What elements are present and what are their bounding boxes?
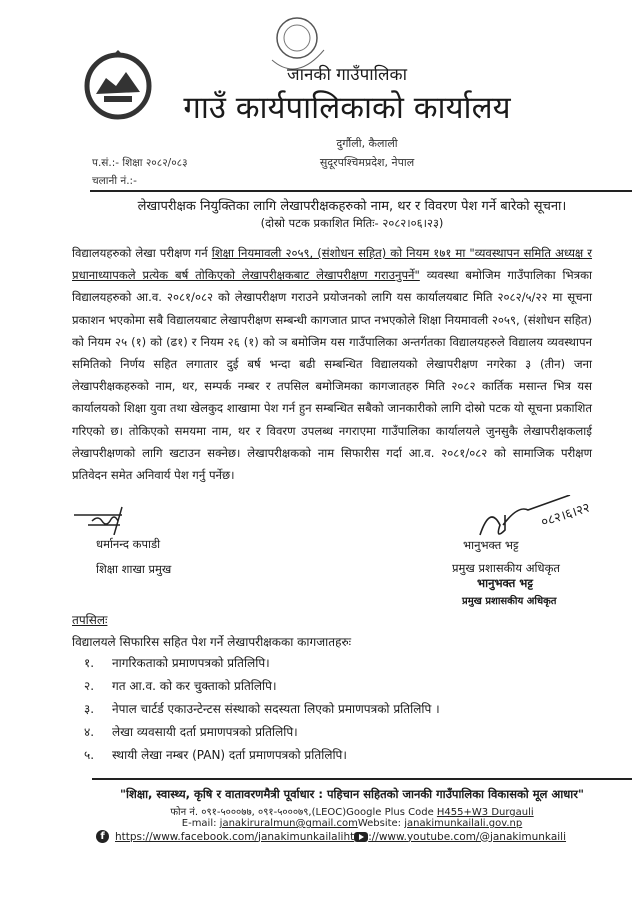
left-signature-icon: [72, 505, 142, 535]
email-link[interactable]: janakiruralmun@gmail.com: [219, 818, 358, 829]
header-divider: [90, 190, 632, 192]
facebook-link[interactable]: https://www.facebook.com/janakimunkailaliht: [115, 830, 355, 843]
right-signatory-title: प्रमुख प्रशासकीय अधिकृत: [452, 561, 560, 575]
youtube-link[interactable]: ://www.youtube.com/@janakimunkaili: [368, 830, 567, 843]
facebook-icon: f: [96, 830, 109, 843]
item-number: ५.: [84, 748, 95, 762]
document-list: [84, 652, 440, 767]
notice-title: लेखापरीक्षक नियुक्तिका लागि लेखापरीक्षकहरुको नाम, थर र विवरण पेश गर्ने बारेको सूचना।: [137, 199, 567, 214]
stamp-title: प्रमुख प्रशासकीय अधिकृत: [462, 596, 557, 607]
footer-motto: "शिक्षा, स्वास्थ्य, कृषि र वातावरणमैत्री पूर्वाधार : पहिचान सहितको जानकी गाउँपालिका विकासको मूल आधार": [120, 787, 584, 801]
office-name: गाउँ कार्यपालिकाको कार्यालय: [183, 90, 511, 126]
reference-number: प.सं.:- शिक्षा २०८२/०८३: [92, 157, 188, 169]
sign-date: ०८२।६।२२: [539, 500, 592, 531]
item-number: १.: [84, 656, 95, 670]
footer-phone: [0, 804, 644, 818]
item-number: ४.: [84, 725, 95, 739]
item-text: नेपाल चार्टर्ड एकाउन्टेन्टस संस्थाको सदस्यता लिएको प्रमाणपत्रको प्रतिलिपि ।: [112, 702, 440, 716]
list-item: [84, 675, 440, 698]
left-signatory-name: धर्मानन्द कपाडी: [96, 537, 161, 551]
stamp-name: भानुभक्त भट्ट: [477, 576, 533, 590]
item-number: ३.: [84, 702, 95, 716]
item-number: २.: [84, 679, 95, 693]
body-text: व्यवस्था बमोजिम गाउँपालिका भित्रका विद्यालयहरुको आ.व. २०८१/०८२ को लेखापरीक्षण गराउने प्रयोजनको लागि यस कार्यालयबाट मिति २०८२/५/२२ मा सूचना प्रकाशन भएकोमा सबै विद्यालयबाट लेखापरीक्षण सम्बन्धी कागजात प्राप्त नभएकोले शिक्षा नियमावली २०५९, (संशोधन सहित) को नियम २५ (१) को (ढ१) र नियम २६ (१) को ञ बमोजिम यस गाउँपालिका अन्तर्गतका विद्यालयहरुले विद्यालय व्यवस्थापन समितिको निर्णय सहित लगातार दुई बर्ष भन्दा बढी सम्बन्धित विद्यालयको लेखापरीक्षण नगरेका ३ (तीन) जना लेखापरीक्षकहरुको नाम, थर, सम्पर्क नम्बर र तपसिल बमोजिमका कागजातहरु मिति २०८२ कार्तिक मसान्त भित्र यस कार्यालयको शिक्षा युवा तथा खेलकुद शाखामा पेश गर्न हुन सम्बन्धित सबैको जानकारीको लागि दोस्रो पटक यो सूचना प्रकाशित गरिएको छ। तोकिएको समयमा नाम, थर र विवरण उपलब्ध नगराएमा गाउँपालिका कार्यालयले जुनसुकै लेखापरीक्षकलाई लेखापरीक्षणको लागि खटाउन सक्नेछ। लेखापरीक्षकको नाम सिफारीस गर्दा आ.व. २०८१/०८२ को सामाजिक परीक्षण प्रतिवेदन समेत अनिवार्य पेश गर्नु पर्नेछ।: [72, 268, 592, 483]
body-underlined-rule: शिक्षा नियमावली २०५९, (संशोधन सहित) को नियम १७१ मा "व्यवस्थापन समिति अध्यक्ष र प्रधानाध्यापकले प्रत्येक बर्ष तोकिएको लेखापरीक्षकबाट लेखापरीक्षण गराउनुपर्ने": [72, 246, 593, 283]
phone-text: फोन नं. ०९१-५०००७७, ०९१-५०००७९,(LEOC)Google Plus Code: [170, 807, 437, 818]
address-line1: दुर्गौली, कैलाली: [336, 137, 398, 150]
notice-body: [72, 242, 592, 486]
footer-divider: [92, 778, 632, 780]
social-links: [96, 830, 566, 843]
list-item: [84, 698, 440, 721]
item-text: लेखा व्यवसायी दर्ता प्रमाणपत्रको प्रतिलिपि।: [112, 725, 298, 739]
tapasil-heading: तपसिलः: [72, 613, 108, 627]
tapasil-intro: विद्यालयले सिफारिस सहित पेश गर्ने लेखापरीक्षकका कागजातहरुः: [72, 635, 352, 649]
publish-date: (दोस्रो पटक प्रकाशित मितिः- २०८२।०६।२३): [260, 216, 444, 230]
address-line2: सुदूरपश्चिमप्रदेश, नेपाल: [319, 156, 415, 169]
email-label: E-mail:: [181, 818, 220, 829]
list-item: [84, 744, 440, 767]
item-text: स्थायी लेखा नम्बर (PAN) दर्ता प्रमाणपत्रको प्रतिलिपि।: [112, 748, 347, 762]
dispatch-number: चलानी नं.:-: [92, 175, 137, 187]
right-signatory-name: भानुभक्त भट्ट: [463, 538, 519, 552]
website-link[interactable]: janakimunkailali.gov.np: [404, 818, 523, 829]
website-label: Website:: [357, 818, 405, 829]
item-text: नागरिकताको प्रमाणपत्रको प्रतिलिपि।: [112, 656, 270, 670]
org-name: जानकी गाउँपालिका: [286, 65, 408, 85]
body-text: विद्यालयहरुको लेखा परीक्षण गर्न: [72, 246, 212, 260]
list-item: [84, 652, 440, 675]
youtube-icon: [354, 832, 368, 842]
item-text: गत आ.व. को कर चुक्ताको प्रतिलिपि।: [112, 679, 277, 693]
footer-contact: [0, 818, 644, 829]
list-item: [84, 721, 440, 744]
left-signatory-title: शिक्षा शाखा प्रमुख: [96, 562, 172, 576]
plus-code-link[interactable]: H455+W3 Durgauli: [436, 807, 534, 818]
